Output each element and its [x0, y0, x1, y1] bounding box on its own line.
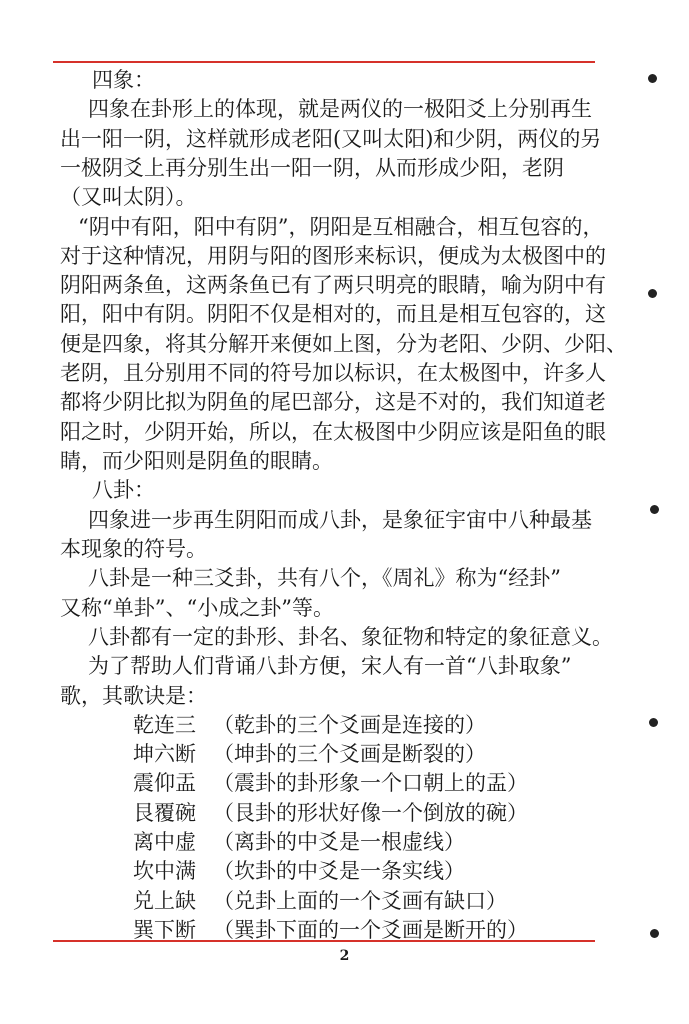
- para-line: 八卦是一种三爻卦，共有八个，《周礼》称为“经卦”: [88, 566, 561, 590]
- verse-line: [133, 771, 528, 795]
- page-number: 2: [339, 948, 350, 964]
- para-line: 一极阴爻上再分别生出一阳一阴，从而形成少阳，老阴: [60, 156, 564, 180]
- para-line: 四象在卦形上的体现，就是两仪的一极阳爻上分别再生: [88, 97, 592, 121]
- verse-line: [133, 889, 507, 913]
- para-line: 歌，其歌诀是：: [60, 684, 207, 708]
- para-line: 八卦都有一定的卦形、卦名、象征物和特定的象征意义。: [88, 625, 613, 649]
- verse-key: 兑上缺: [133, 889, 196, 913]
- verse-line: [133, 713, 486, 737]
- verse-note: （艮卦的形状好像一个倒放的碗）: [213, 801, 528, 825]
- verse-key: 艮覆碗: [133, 801, 196, 825]
- para-line: 都将少阴比拟为阴鱼的尾巴部分，这是不对的，我们知道老: [60, 390, 606, 414]
- para-line: 又称“单卦”、“小成之卦”等。: [60, 596, 334, 620]
- verse-note: （兑卦上面的一个爻画有缺口）: [213, 889, 507, 913]
- verse-key: 坎中满: [133, 859, 196, 883]
- para-line: 老阴，且分别用不同的符号加以标识，在太极图中，许多人: [60, 361, 606, 385]
- verse-note: （乾卦的三个爻画是连接的）: [213, 713, 486, 737]
- heading-four-images: 四象：: [92, 68, 155, 92]
- verse-line: [133, 801, 528, 825]
- verse-key: 坤六断: [133, 742, 196, 766]
- para-line: 本现象的符号。: [60, 537, 207, 561]
- verse-key: 震仰盂: [133, 771, 196, 795]
- verse-line: [133, 859, 465, 883]
- para-line: 便是四象，将其分解开来便如上图，分为老阳、少阴、少阳、: [60, 332, 627, 356]
- para-line: “阴中有阳，阳中有阴”，阴阳是互相融合，相互包容的，: [78, 215, 604, 239]
- heading-eight-trigrams: 八卦：: [92, 478, 155, 502]
- verse-line: [133, 830, 465, 854]
- para-line: 阳之时，少阴开始，所以，在太极图中少阴应该是阳鱼的眼: [60, 420, 606, 444]
- para-line: 出一阳一阴，这样就形成老阳(又叫太阳)和少阴，两仪的另: [60, 127, 602, 151]
- verse-line: [133, 918, 528, 942]
- para-line: 对于这种情况，用阴与阳的图形来标识，便成为太极图中的: [60, 244, 606, 268]
- verse-note: （巽卦下面的一个爻画是断开的）: [213, 918, 528, 942]
- verse-note: （震卦的卦形象一个口朝上的盂）: [213, 771, 528, 795]
- para-line: （又叫太阴）。: [60, 185, 197, 209]
- verse-key: 巽下断: [133, 918, 196, 942]
- para-line: 四象进一步再生阴阳而成八卦，是象征宇宙中八种最基: [88, 508, 592, 532]
- para-line: 睛，而少阳则是阴鱼的眼睛。: [60, 449, 333, 473]
- para-line: 阴阳两条鱼，这两条鱼已有了两只明亮的眼睛，喻为阴中有: [60, 273, 606, 297]
- verse-note: （坤卦的三个爻画是断裂的）: [213, 742, 486, 766]
- verse-note: （离卦的中爻是一根虚线）: [213, 830, 465, 854]
- verse-note: （坎卦的中爻是一条实线）: [213, 859, 465, 883]
- verse-key: 乾连三: [133, 713, 196, 737]
- verse-line: [133, 742, 486, 766]
- para-line: 阳，阳中有阴。阴阳不仅是相对的，而且是相互包容的，这: [60, 302, 606, 326]
- para-line: 为了帮助人们背诵八卦方便，宋人有一首“八卦取象”: [88, 654, 572, 678]
- verse-key: 离中虚: [133, 830, 196, 854]
